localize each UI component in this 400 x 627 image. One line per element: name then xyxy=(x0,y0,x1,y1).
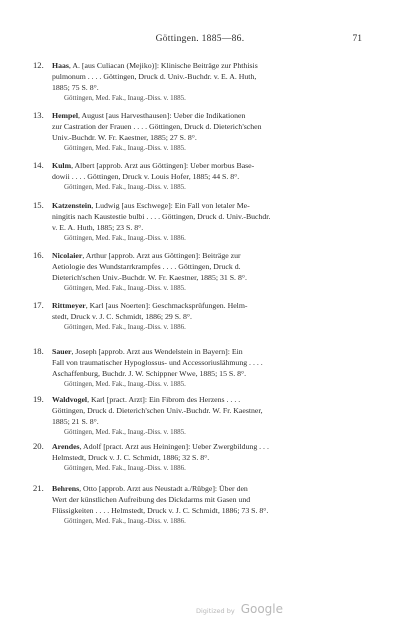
author-surname: Arendes xyxy=(52,442,80,451)
entry-text xyxy=(52,483,370,527)
entry-line: Flüssigkeiten . . . . Helmstedt, Druck v. J. C. Schmidt, 1886; 73 S. 8°. xyxy=(52,506,269,515)
entry-line: dowii . . . . Göttingen, Druck v. Louis Hofer, 1885; 44 S. 8°. xyxy=(52,172,240,181)
entry-line: Behrens, Otto [approb. Arzt aus Neustadt a./Rübge]: Über den xyxy=(52,484,248,493)
entry-line: v. E. A. Huth, 1885; 23 S. 8°. xyxy=(52,223,144,232)
entry-line: Katzenstein, Ludwig [aus Eschwege]: Ein Fall von letaler Me- xyxy=(52,201,250,210)
entry-text xyxy=(52,346,370,390)
entry-line: Hempel, August [aus Harvesthausen]: Ueber die Indikationen xyxy=(52,111,246,120)
author-surname: Kulm xyxy=(52,161,72,170)
entry-note: Göttingen, Med. Fak., Inaug.-Diss. v. 1885. xyxy=(64,144,186,152)
entry-number: 20. xyxy=(33,441,44,451)
entry-text xyxy=(52,441,370,474)
author-surname: Haas xyxy=(52,61,69,70)
google-logo: Google xyxy=(240,602,284,616)
page-header xyxy=(0,34,400,48)
entry-line: Univ.-Buchdr. W. Fr. Kaestner, 1885; 27 S. 8°. xyxy=(52,133,197,142)
entry-note: Göttingen, Med. Fak., Inaug.-Diss. v. 1885. xyxy=(64,284,186,292)
entry-number: 21. xyxy=(33,483,44,493)
author-surname: Behrens xyxy=(52,484,80,493)
entry-note: Göttingen, Med. Fak., Inaug.-Diss. v. 1885. xyxy=(64,183,186,191)
entry-line: stedt, Druck v. J. C. Schmidt, 1886; 29 S. 8°. xyxy=(52,312,192,321)
entry-number: 18. xyxy=(33,346,44,356)
entry-text xyxy=(52,110,370,154)
entry-line: Aschaffenburg, Buchdr. J. W. Schippner Wwe, 1885; 15 S. 8°. xyxy=(52,369,247,378)
entry-line: 1885; 21 S. 8°. xyxy=(52,417,99,426)
entry-note: Göttingen, Med. Fak., Inaug.-Diss. v. 1886. xyxy=(64,464,186,472)
entry-note: Göttingen, Med. Fak., Inaug.-Diss. v. 1885. xyxy=(64,380,186,388)
entry-text xyxy=(52,60,370,104)
entry-note: Göttingen, Med. Fak., Inaug.-Diss. v. 1886. xyxy=(64,517,186,525)
entry-line: Arendes, Adolf [pract. Arzt aus Heiningen]: Ueber Zwergbildung . . . xyxy=(52,442,269,451)
author-surname: Waldvogel xyxy=(52,395,88,404)
entry-number: 19. xyxy=(33,394,44,404)
entry-line: Rittmeyer, Karl [aus Noerten]: Geschmacksprüfungen. Helm- xyxy=(52,301,248,310)
entry-line: Göttingen, Druck d. Dieterich'schen Univ.-Buchdr. W. Fr. Kaestner, xyxy=(52,406,263,415)
entry-line: Wert der künstlichen Aufreibung des Dickdarms mit Gasen und xyxy=(52,495,251,504)
page-number: 71 xyxy=(352,34,362,44)
entry-number: 17. xyxy=(33,300,44,310)
entry-line: Kulm, Albert [approb. Arzt aus Göttingen]: Ueber morbus Base- xyxy=(52,161,255,170)
entry-line: 1885; 75 S. 8°. xyxy=(52,83,99,92)
digitized-watermark xyxy=(196,600,283,618)
entry-number: 13. xyxy=(33,110,44,120)
entry-note: Göttingen, Med. Fak., Inaug.-Diss. v. 1885. xyxy=(64,428,186,436)
entry-line: Nicolaier, Arthur [approb. Arzt aus Göttingen]: Beiträge zur xyxy=(52,251,241,260)
author-surname: Rittmeyer xyxy=(52,301,86,310)
running-title: Göttingen. 1885—86. xyxy=(155,34,245,44)
entry-line: Fall von traumatischer Hypoglossus- und Accessoriuslähmung . . . . xyxy=(52,358,263,367)
entry-line: Helmstedt, Druck v. J. C. Schmidt, 1886; 32 S. 8°. xyxy=(52,453,210,462)
entry-number: 14. xyxy=(33,160,44,170)
entry-line: Aetiologie des Wundstarrkrampfes . . . . Göttingen, Druck d. xyxy=(52,262,241,271)
entry-text xyxy=(52,300,370,333)
entry-line: pulmonum . . . . Göttingen, Druck d. Univ.-Buchdr. v. E. A. Huth, xyxy=(52,72,257,81)
entry-line: Haas, A. [aus Culiacan (Mejiko)]: Klinische Beiträge zur Phthisis xyxy=(52,61,258,70)
entry-line: Waldvogel, Karl [pract. Arzt]: Ein Fibrom des Herzens . . . . xyxy=(52,395,241,404)
entry-note: Göttingen, Med. Fak., Inaug.-Diss. v. 1886. xyxy=(64,234,186,242)
entry-text xyxy=(52,394,370,438)
entry-number: 12. xyxy=(33,60,44,70)
entry-line: ningitis nach Kaustestie bulbi . . . . Göttingen, Druck d. Univ.-Buchdr. xyxy=(52,212,271,221)
entry-line: Dieterich'schen Univ.-Buchdr. W. Fr. Kaestner, 1885; 31 S. 8°. xyxy=(52,273,247,282)
author-surname: Sauer xyxy=(52,347,72,356)
author-surname: Hempel xyxy=(52,111,78,120)
entry-line: zur Castration der Frauen . . . . Göttingen, Druck d. Dieterich'schen xyxy=(52,122,262,131)
entry-number: 16. xyxy=(33,250,44,260)
author-surname: Nicolaier xyxy=(52,251,83,260)
entry-text xyxy=(52,250,370,294)
entry-text xyxy=(52,160,370,193)
entry-line: Sauer, Joseph [approb. Arzt aus Wendelstein in Bayern]: Ein xyxy=(52,347,243,356)
author-surname: Katzenstein xyxy=(52,201,92,210)
entry-note: Göttingen, Med. Fak., Inaug.-Diss. v. 1885. xyxy=(64,94,186,102)
entry-number: 15. xyxy=(33,200,44,210)
watermark-prefix: Digitized by xyxy=(196,607,235,615)
entry-note: Göttingen, Med. Fak., Inaug.-Diss. v. 1886. xyxy=(64,323,186,331)
entry-text xyxy=(52,200,370,244)
